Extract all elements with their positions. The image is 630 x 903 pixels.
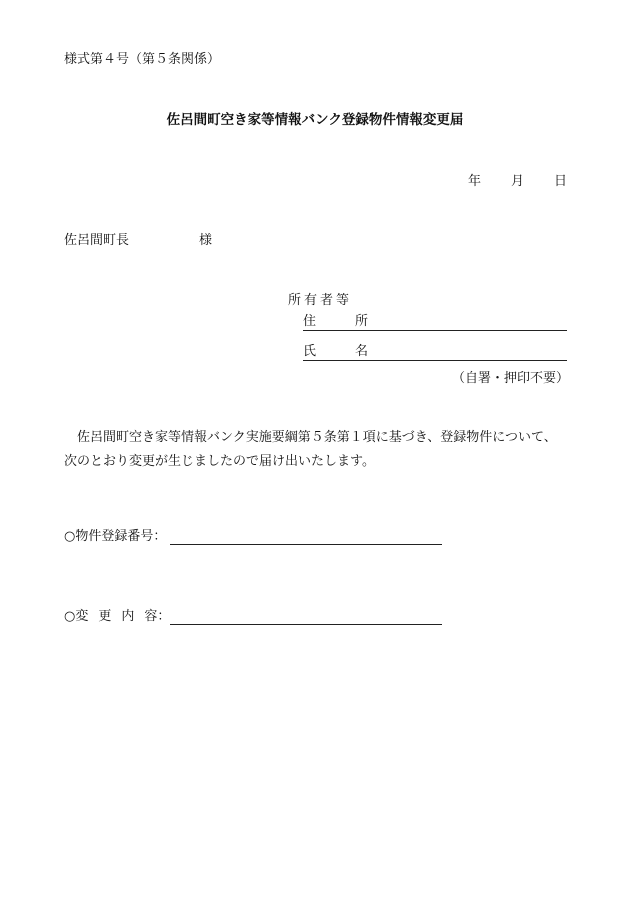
registration-number-label: ○物件登録番号： bbox=[64, 529, 167, 544]
date-day: 日 bbox=[553, 174, 567, 189]
change-content-line[interactable] bbox=[170, 624, 442, 625]
signature-note: （自署・押印不要） bbox=[452, 371, 570, 386]
change-label-part-2: 更 bbox=[98, 609, 112, 624]
registration-number-field[interactable] bbox=[64, 529, 444, 545]
change-label-part-4: 容： bbox=[144, 609, 171, 624]
owner-address-field[interactable] bbox=[303, 312, 567, 331]
owner-heading: 所有者等 bbox=[288, 293, 353, 308]
change-label-part-1: ○変 bbox=[64, 609, 89, 624]
change-label-part-3: 内 bbox=[121, 609, 135, 624]
date-month: 月 bbox=[510, 174, 524, 189]
addressee-honorific: 様 bbox=[199, 233, 213, 248]
registration-number-line[interactable] bbox=[170, 544, 442, 545]
name-label-a: 氏 bbox=[303, 344, 317, 359]
body-paragraph bbox=[64, 426, 574, 474]
body-line-1: 佐呂間町空き家等情報バンク実施要綱第５条第１項に基づき、登録物件について、 bbox=[77, 430, 557, 445]
body-line-2: 次のとおり変更が生じましたので届け出いたします。 bbox=[64, 454, 375, 469]
addressee bbox=[64, 229, 212, 248]
address-label-b: 所 bbox=[355, 314, 369, 329]
name-label-b: 名 bbox=[355, 344, 369, 359]
owner-name-field[interactable] bbox=[303, 342, 567, 361]
change-content-label bbox=[64, 605, 170, 624]
address-label-a: 住 bbox=[303, 314, 317, 329]
date-line bbox=[468, 170, 567, 189]
addressee-name: 佐呂間町長 bbox=[64, 233, 130, 248]
form-number: 様式第４号（第５条関係） bbox=[64, 52, 221, 67]
change-content-field[interactable] bbox=[64, 609, 444, 625]
date-year: 年 bbox=[467, 174, 481, 189]
document-title: 佐呂間町空き家等情報バンク登録物件情報変更届 bbox=[166, 112, 464, 128]
